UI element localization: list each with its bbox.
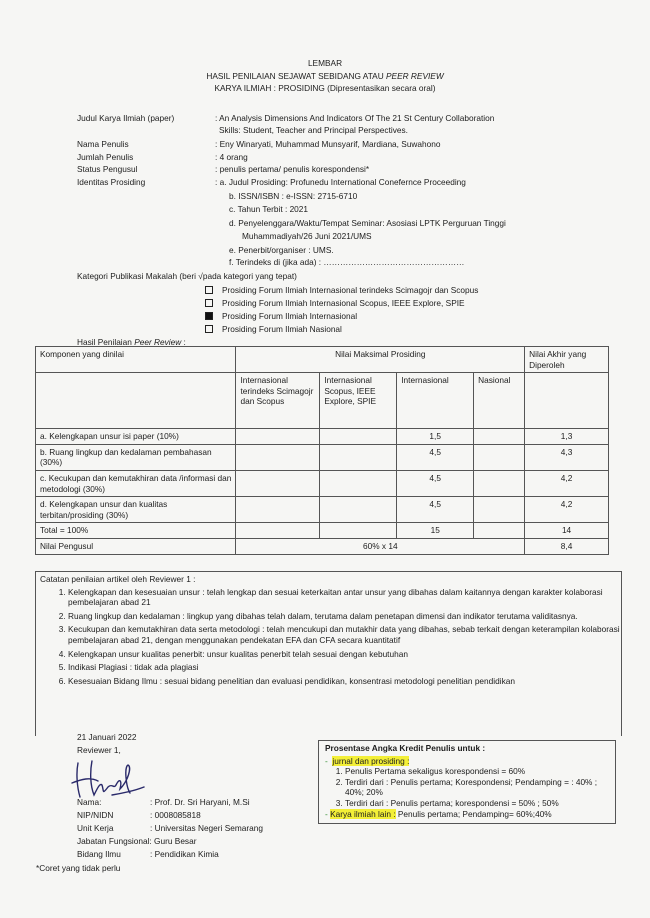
- row-max: 4,5: [397, 497, 474, 523]
- sign-unit: Unit Kerja : Universitas Negeri Semarang: [77, 823, 263, 833]
- identitas-d: d. Penyelenggara/Waktu/Tempat Seminar: Asosiasi LPTK Perguruan Tinggi: [229, 218, 506, 228]
- status-label: Status Pengusul: [77, 164, 138, 174]
- total-max: 15: [397, 523, 474, 539]
- sign-nip: NIP/NIDN : 0008085818: [77, 810, 201, 820]
- table-cell: [36, 373, 236, 429]
- judul-value: : An Analysis Dimensions And Indicators Of The 21 St Century Collaboration: [215, 113, 495, 123]
- header-nilai-max: Nilai Maksimal Prosiding: [236, 347, 525, 373]
- signature-scribble: [68, 757, 148, 802]
- judul-label: Judul Karya Ilmiah (paper): [77, 113, 175, 123]
- kategori-option-3[interactable]: Prosiding Forum Ilmiah Internasional: [205, 311, 357, 322]
- header-komponen: Komponen yang dinilai: [36, 347, 236, 373]
- kategori-option-2[interactable]: Prosiding Forum Ilmiah Internasional Scopus, IEEE Explore, SPIE: [205, 298, 465, 309]
- notes-list: [36, 587, 621, 687]
- credit-list: [325, 766, 609, 808]
- table-row-nilai: [36, 539, 609, 555]
- note-item: 3. Kecukupan dan kemutakhiran data serta metodologi : telah mencukupi dan mutakhir data yang dibahas, sebab terkait dengan keterampilan kolaborasi pembelajaran abad 21, dengan menggunakan pendekatan EFA dan CFA secara kuantitatif: [68, 624, 621, 645]
- identitas-b: b. ISSN/ISBN : e-ISSN: 2715-6710: [229, 191, 358, 201]
- row-max: 1,5: [397, 429, 474, 445]
- nilai-formula: 60% x 14: [236, 539, 525, 555]
- header-nilai-akhir: Nilai Akhir yang Diperoleh: [525, 347, 609, 373]
- total-akhir: 14: [525, 523, 609, 539]
- table-row: [36, 497, 609, 523]
- checkbox[interactable]: [205, 286, 213, 294]
- footnote: *Coret yang tidak perlu: [36, 863, 121, 873]
- table-row: [36, 471, 609, 497]
- row-label: d. Kelengkapan unsur dan kualitas terbitan/prosiding (30%): [36, 497, 236, 523]
- doc-subtitle: HASIL PENILAIAN SEJAWAT SEBIDANG ATAU PEER REVIEW: [206, 71, 444, 81]
- kategori-title: Kategori Publikasi Makalah (beri √pada kategori yang tepat): [77, 271, 297, 281]
- credit-item: 3. Terdiri dari : Penulis pertama; korespondensi = 50% ; 50%: [345, 798, 609, 809]
- jumlah-value: : 4 orang: [215, 152, 248, 162]
- checkbox[interactable]: [205, 325, 213, 333]
- header-sub-3: Internasional: [397, 373, 474, 429]
- row-akhir: 4,2: [525, 497, 609, 523]
- penulis-label: Nama Penulis: [77, 139, 129, 149]
- checkbox[interactable]: [205, 299, 213, 307]
- sign-date: 21 Januari 2022: [77, 732, 137, 742]
- identitas-c: c. Tahun Terbit : 2021: [229, 204, 309, 214]
- row-label: c. Kecukupan dan kemutakhiran data /informasi dan metodologi (30%): [36, 471, 236, 497]
- table-row-total: [36, 523, 609, 539]
- row-akhir: 4,3: [525, 444, 609, 470]
- row-akhir: 1,3: [525, 429, 609, 445]
- identitas-f: f. Terindeks di (jika ada) : ……………………………………………: [229, 257, 465, 267]
- total-label: Total = 100%: [36, 523, 236, 539]
- checkbox-checked[interactable]: [205, 312, 213, 320]
- credit-title: Prosentase Angka Kredit Penulis untuk :: [325, 743, 486, 753]
- penulis-value: : Eny Winaryati, Muhammad Munsyarif, Mardiana, Suwahono: [215, 139, 441, 149]
- note-item: 5. Indikasi Plagiasi : tidak ada plagiasi: [68, 662, 621, 673]
- credit-jurnal: - jurnal dan prosiding :: [325, 755, 410, 766]
- sign-role: Reviewer 1,: [77, 745, 121, 755]
- doc-title: LEMBAR: [307, 58, 343, 68]
- credit-item: 1. Penulis Pertama sekaligus korespondensi = 60%: [345, 766, 609, 777]
- note-item: 4. Kelengkapan unsur kualitas penerbit: unsur kualitas penerbit telah sesuai dengan kebutuhan: [68, 649, 621, 660]
- review-title: Hasil Penilaian Peer Review :: [77, 337, 186, 347]
- identitas-d2: Muhammadiyah/26 Juni 2021/UMS: [242, 231, 372, 241]
- header-sub-2: Internasional Scopus, IEEE Explore, SPIE: [320, 373, 397, 429]
- identitas-e: e. Penerbit/organiser : UMS.: [229, 245, 334, 255]
- row-max: 4,5: [397, 444, 474, 470]
- row-akhir: 4,2: [525, 471, 609, 497]
- sign-nama: Nama: : Prof. Dr. Sri Haryani, M.Si: [77, 797, 250, 807]
- credit-item: 2. Terdiri dari : Penulis pertama; Korespondensi; Pendamping = : 40% ; 40%; 20%: [345, 777, 609, 798]
- note-item: 1. Kelengkapan dan kesesuaian unsur : telah lengkap dan sesuai keterkaitan antar unsur yang dibahas dalam kaitannya dengan karakter kolaborasi pembelajaran abad 21: [68, 587, 621, 608]
- kategori-option-4[interactable]: Prosiding Forum Ilmiah Nasional: [205, 324, 342, 335]
- status-value: : penulis pertama/ penulis korespondensi*: [215, 164, 370, 174]
- row-label: a. Kelengkapan unsur isi paper (10%): [36, 429, 236, 445]
- judul-value-2: Skills: Student, Teacher and Principal Perspectives.: [219, 125, 408, 135]
- nilai-label: Nilai Pengusul: [36, 539, 236, 555]
- sign-jabatan: Jabatan Fungsional: Guru Besar: [77, 836, 197, 846]
- row-label: b. Ruang lingkup dan kedalaman pembahasan (30%): [36, 444, 236, 470]
- identitas-a: : a. Judul Prosiding: Profunedu International Conefernce Proceeding: [215, 177, 466, 187]
- header-sub-1: Internasional terindeks Scimagojr dan Scopus: [236, 373, 320, 429]
- review-table: [35, 346, 609, 555]
- jumlah-label: Jumlah Penulis: [77, 152, 134, 162]
- table-row: [36, 429, 609, 445]
- table-row: [36, 444, 609, 470]
- note-item: 6. Kesesuaian Bidang Ilmu : sesuai bidang penelitian dan evaluasi pendidikan, konsentrasi metodologi penelitian pendidikan: [68, 676, 621, 687]
- sign-bidang: Bidang Ilmu : Pendidikan Kimia: [77, 849, 219, 859]
- credit-karya: - Karya ilmiah lain : Penulis pertama; Pendamping= 60%;40%: [325, 808, 552, 819]
- header-sub-4: Nasional: [474, 373, 525, 429]
- doc-subtitle-2: KARYA ILMIAH : PROSIDING (Dipresentasikan secara oral): [214, 83, 436, 93]
- notes-title: Catatan penilaian artikel oleh Reviewer 1 :: [40, 574, 196, 584]
- identitas-label: Identitas Prosiding: [77, 177, 146, 187]
- kategori-option-1[interactable]: Prosiding Forum Ilmiah Internasional terindeks Scimagojr dan Scopus: [205, 285, 478, 296]
- credit-box: [318, 740, 616, 824]
- table-cell: [525, 373, 609, 429]
- nilai-akhir: 8,4: [525, 539, 609, 555]
- note-item: 2. Ruang lingkup dan kedalaman : lingkup yang dibahas telah dalam, terutama dalam penetapan dimensi dan indikator terutama validitasnya.: [68, 611, 621, 622]
- row-max: 4,5: [397, 471, 474, 497]
- reviewer-notes: [35, 571, 622, 736]
